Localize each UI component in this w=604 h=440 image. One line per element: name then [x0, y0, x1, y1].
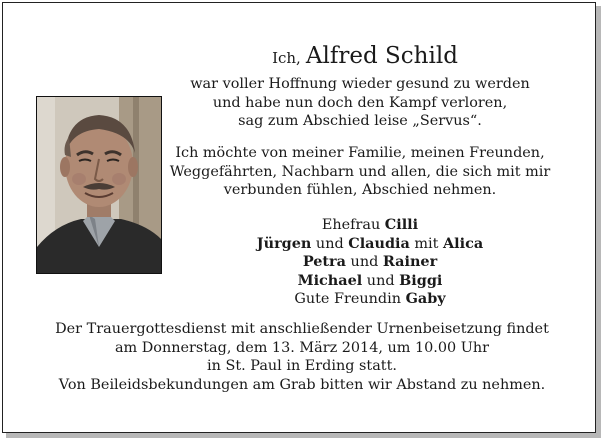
deceased-name: Alfred Schild — [305, 43, 458, 69]
text-line: und habe nun doch den Kampf verloren, — [212, 94, 508, 111]
deceased-heading — [200, 42, 530, 72]
mourner-line — [210, 216, 530, 235]
mourner-name: Claudia — [348, 234, 410, 252]
mourner-name: Alica — [443, 234, 484, 252]
mourner-line — [210, 290, 530, 309]
text-line: Der Trauergottesdienst mit anschließender Urnenbeisetzung findet — [55, 321, 549, 337]
text-line: Ich möchte von meiner Familie, meinen Freunden, — [175, 145, 545, 161]
mourner-name: Gaby — [405, 290, 446, 308]
service-info — [20, 320, 584, 394]
text-line: Weggefährten, Nachbarn und allen, die sich mit mir — [169, 163, 551, 180]
mourner-line — [210, 235, 530, 254]
mourner-name: Cilli — [384, 216, 419, 233]
mourner-name: Jürgen — [256, 234, 312, 252]
text-line: am Donnerstag, dem 13. März 2014, um 10.00 Uhr — [114, 339, 490, 356]
heading-prefix: Ich, — [272, 49, 301, 67]
mourner-relation: Ehefrau — [321, 217, 381, 233]
connector: und — [366, 272, 395, 289]
mourner-name: Michael — [297, 271, 363, 289]
portrait-photo — [36, 96, 162, 274]
connector: und — [350, 254, 379, 271]
text-line: war voller Hoffnung wieder gesund zu werden — [190, 76, 530, 92]
mourner-name: Biggi — [399, 271, 443, 289]
mourner-name: Rainer — [382, 253, 438, 271]
mourner-line — [210, 253, 530, 272]
text-line: sag zum Abschied leise „Servus“. — [238, 113, 482, 130]
frame-shadow — [596, 6, 601, 437]
mourner-line — [210, 272, 530, 291]
mourners-list — [210, 216, 530, 309]
frame-shadow — [6, 433, 601, 438]
connector: und — [315, 235, 344, 252]
text-line: in St. Paul in Erding statt. — [207, 358, 397, 375]
text-line: verbunden fühlen, Abschied nehmen. — [223, 182, 497, 199]
intro-text — [160, 75, 560, 131]
connector: mit — [414, 235, 439, 252]
mourner-name: Petra — [302, 253, 346, 271]
text-line: Von Beileidsbekundungen am Grab bitten wir Abstand zu nehmen. — [58, 376, 546, 393]
farewell-text — [160, 144, 560, 200]
mourner-relation: Gute Freundin — [294, 291, 401, 308]
